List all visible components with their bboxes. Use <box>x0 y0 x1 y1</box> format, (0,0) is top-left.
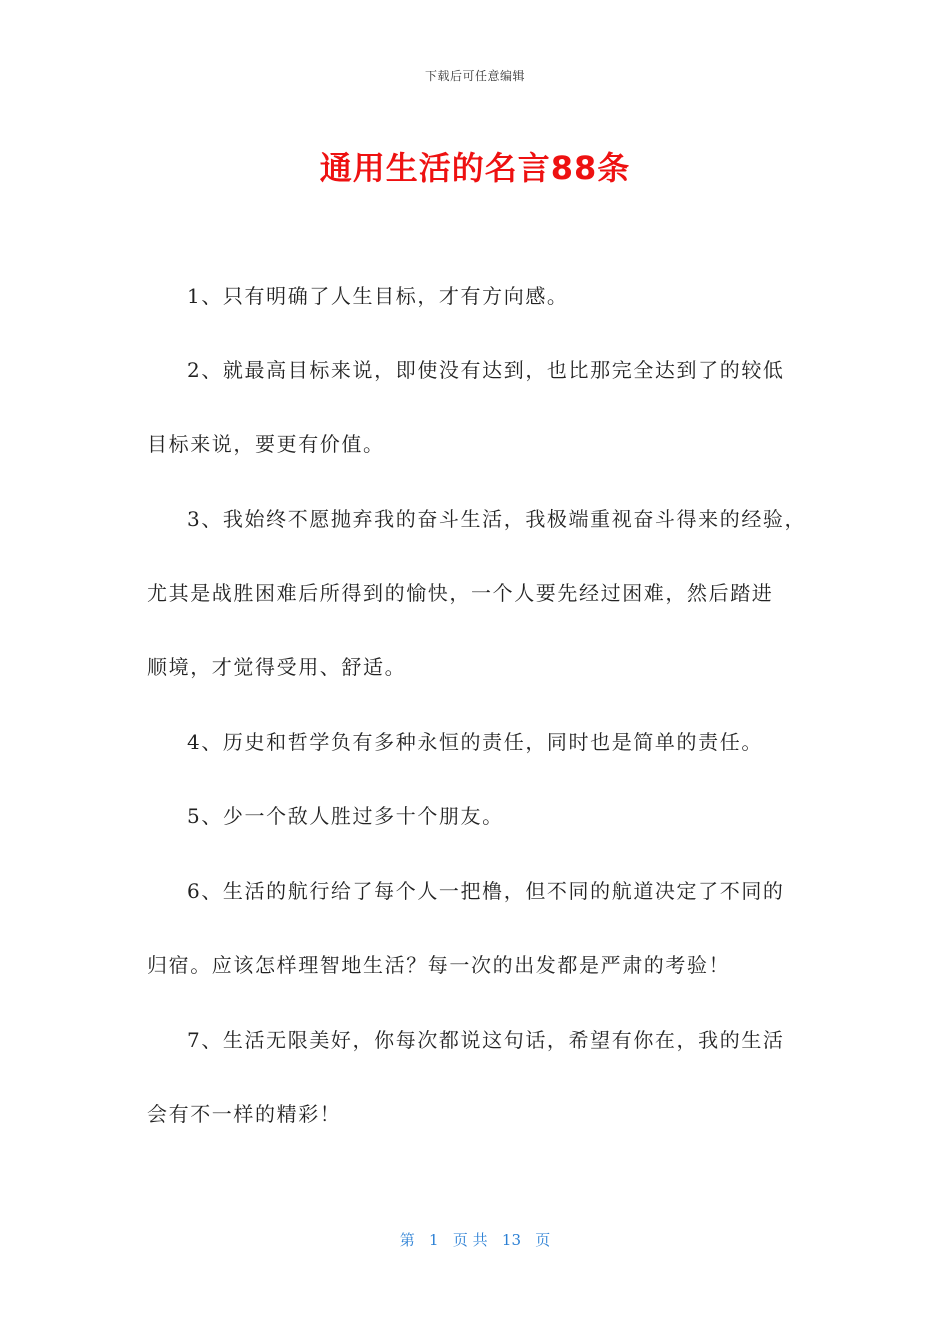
quote-1-line-1: 1、只有明确了人生目标，才有方向感。 <box>187 284 569 308</box>
page-footer: 第 1 页 共 13 页 <box>399 1231 551 1249</box>
quote-5-line-1: 5、少一个敌人胜过多十个朋友。 <box>187 804 504 828</box>
quote-4-line-1: 4、历史和哲学负有多种永恒的责任，同时也是简单的责任。 <box>187 730 763 754</box>
quote-6-line-2: 归宿。应该怎样理智地生活？每一次的出发都是严肃的考验！ <box>147 953 731 977</box>
quote-3-line-3: 顺境，才觉得受用、舒适。 <box>147 655 407 679</box>
quote-2-line-2: 目标来说，要更有价值。 <box>147 432 385 456</box>
quote-3-line-2: 尤其是战胜困难后所得到的愉快，一个人要先经过困难，然后踏进 <box>147 581 774 605</box>
quote-7-line-2: 会有不一样的精彩！ <box>147 1102 342 1126</box>
quote-7-line-1: 7、生活无限美好，你每次都说这句话，希望有你在，我的生活 <box>187 1028 785 1052</box>
quote-2-line-1: 2、就最高目标来说，即使没有达到，也比那完全达到了的较低 <box>187 358 785 382</box>
quote-3-line-1: 3、我始终不愿抛弃我的奋斗生活，我极端重视奋斗得来的经验， <box>187 507 807 531</box>
header-note: 下载后可任意编辑 <box>424 69 525 83</box>
document-title: 通用生活的名言88条 <box>319 149 631 187</box>
quote-6-line-1: 6、生活的航行给了每个人一把橹，但不同的航道决定了不同的 <box>187 879 785 903</box>
